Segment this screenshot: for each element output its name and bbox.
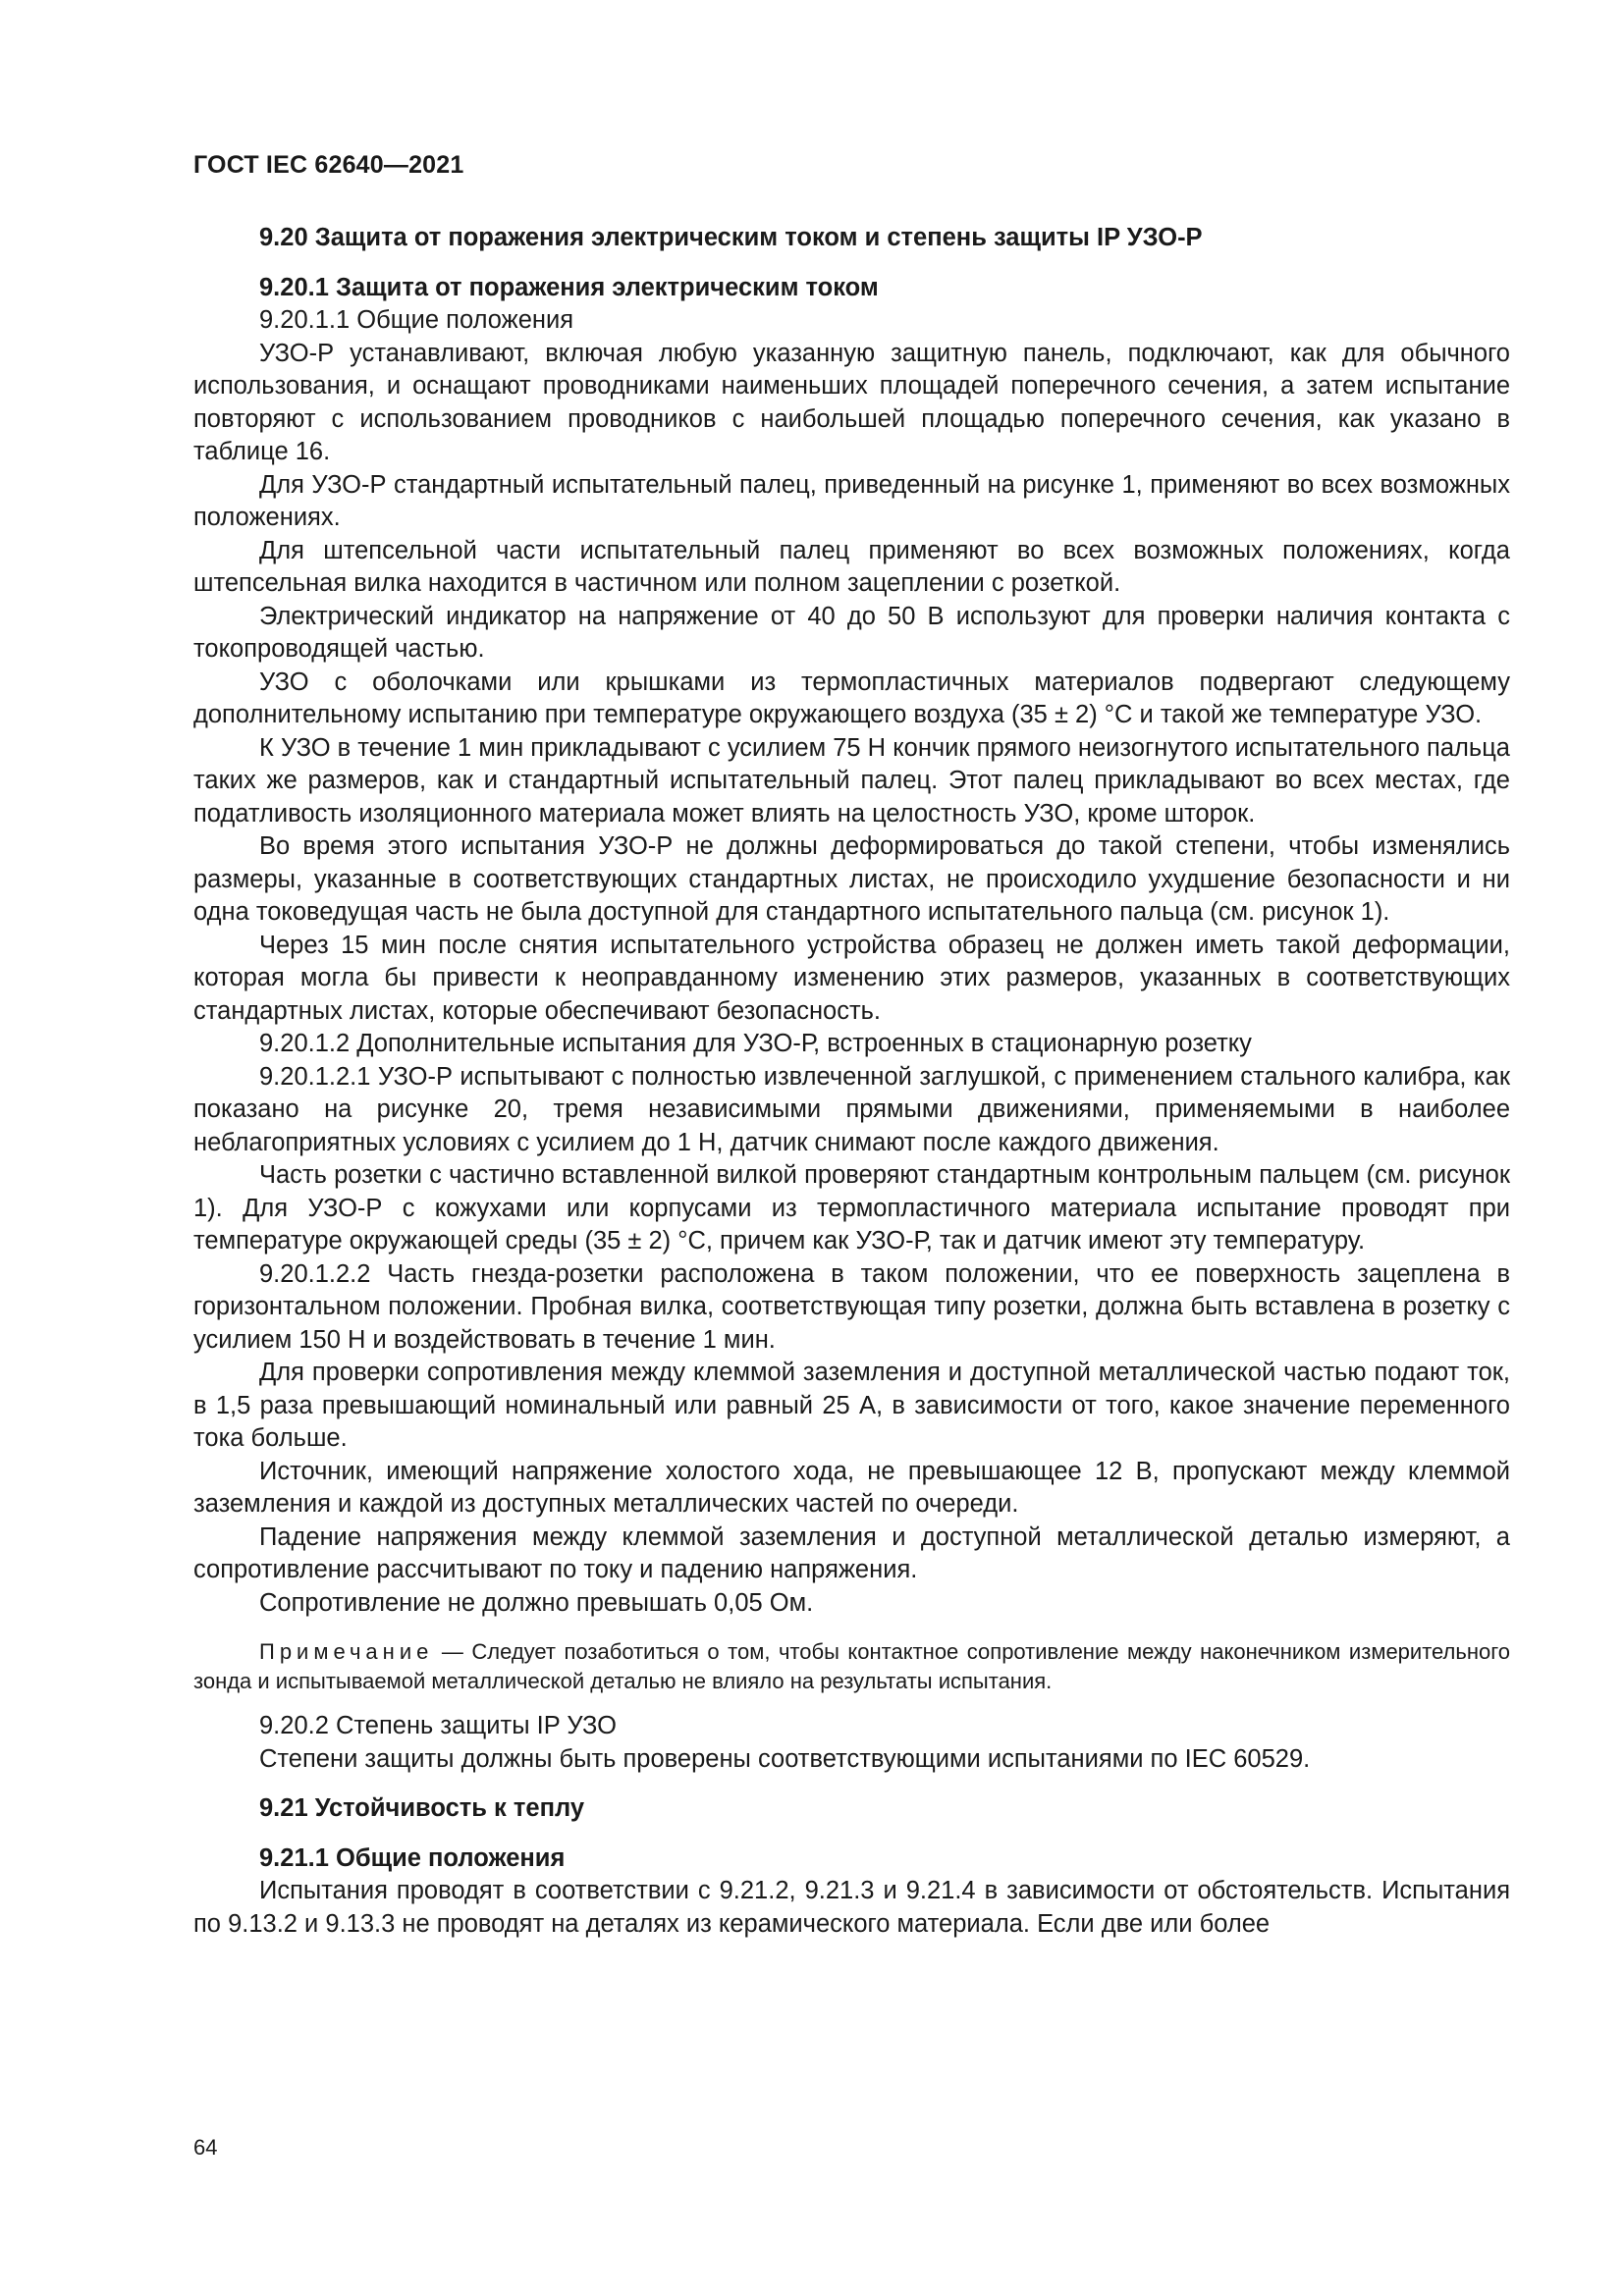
note (193, 1637, 1510, 1696)
clause-9-20-2: 9.20.2 Степень защиты IP УЗО (259, 1712, 617, 1739)
paragraph: Электрический индикатор на напряжение от 40 до 50 В используют для проверки наличия контакта с токопроводящей частью. (193, 602, 1510, 663)
paragraph: Сопротивление не должно превышать 0,05 Ом. (259, 1588, 814, 1617)
page-number: 64 (193, 2135, 218, 2160)
clause-9-20-1-2: 9.20.1.2 Дополнительные испытания для УЗО-Р, встроенных в стационарную розетку (259, 1030, 1252, 1057)
note-text: — Следует позаботиться о том, чтобы контактное сопротивление между наконечником измерительного зонда и испытываемой металлической деталью не влияло на результаты испытания. (193, 1639, 1510, 1693)
subsection-heading-9-20-1: 9.20.1 Защита от поражения электрическим током (259, 273, 879, 301)
document-body (193, 222, 1510, 1941)
note-label: Примечание (259, 1639, 434, 1664)
paragraph: Во время этого испытания УЗО-Р не должны деформироваться до такой степени, чтобы изменялись размеры, указанные в соответствующих стандартных листах, не происходило ухудшение безопасности и ни одна токоведущая часть не была доступной для стандартного испытательного пальца (см. рисунок 1). (193, 832, 1510, 926)
paragraph: К УЗО в течение 1 мин прикладывают с усилием 75 Н кончик прямого неизогнутого испытательного пальца таких же размеров, как и стандартный испытательный палец. Этот палец прикладывают во всех местах, где податливость изоляционного материала может влиять на целостность УЗО, кроме шторок. (193, 733, 1510, 828)
paragraph: 9.20.1.2.2 Часть гнезда-розетки расположена в таком положении, что ее поверхность зацеплена в горизонтальном положении. Пробная вилка, соответствующая типу розетки, должна быть вставлена в розетку с усилием 150 Н и воздействовать в течение 1 мин. (193, 1259, 1510, 1354)
subsection-heading-9-21-1: 9.21.1 Общие положения (259, 1843, 566, 1872)
clause-9-20-1-1: 9.20.1.1 Общие положения (259, 306, 574, 334)
paragraph: Испытания проводят в соответствии с 9.21.2, 9.21.3 и 9.21.4 в зависимости от обстоятельств. Испытания по 9.13.2 и 9.13.3 не проводят на деталях из керамического материала. Если две или более (193, 1877, 1510, 1938)
paragraph: Падение напряжения между клеммой заземления и доступной металлической деталью измеряют, а сопротивление рассчитывают по току и падению напряжения. (193, 1522, 1510, 1583)
paragraph: Для штепсельной части испытательный палец применяют во всех возможных положениях, когда штепсельная вилка находится в частичном или полном зацеплении с розеткой. (193, 536, 1510, 597)
paragraph: Через 15 мин после снятия испытательного устройства образец не должен иметь такой деформации, которая могла бы привести к неоправданному изменению этих размеров, указанных в соответствующих стандартных листах, которые обеспечивают безопасность. (193, 931, 1510, 1025)
paragraph: Для проверки сопротивления между клеммой заземления и доступной металлической частью подают ток, в 1,5 раза превышающий номинальный или равный 25 А, в зависимости от того, какое значение переменного тока больше. (193, 1359, 1510, 1452)
paragraph: 9.20.1.2.1 УЗО-Р испытывают с полностью извлеченной заглушкой, с применением стального калибра, как показано на рисунке 20, тремя независимыми прямыми движениями, применяемыми в наиболее неблагоприятных условиях с усилием до 1 Н, датчик снимают после каждого движения. (193, 1062, 1510, 1156)
paragraph: Источник, имеющий напряжение холостого хода, не превышающее 12 В, пропускают между клеммой заземления и каждой из доступных металлических частей по очереди. (193, 1457, 1510, 1518)
paragraph: Степени защиты должны быть проверены соответствующими испытаниями по IEC 60529. (259, 1744, 1311, 1773)
document-header: ГОСТ IEC 62640—2021 (193, 151, 464, 179)
paragraph: Для УЗО-Р стандартный испытательный палец, приведенный на рисунке 1, применяют во всех возможных положениях. (193, 470, 1510, 531)
paragraph: Часть розетки с частично вставленной вилкой проверяют стандартным контрольным пальцем (см. рисунок 1). Для УЗО-Р с кожухами или корпусами из термопластичного материала испытание проводят при температуре окружающей среды (35 ± 2) °С, причем как УЗО-Р, так и датчик имеют эту температуру. (193, 1161, 1510, 1255)
paragraph: УЗО с оболочками или крышками из термопластичных материалов подвергают следующему дополнительному испытанию при температуре окружающего воздуха (35 ± 2) °С и такой же температуре УЗО. (193, 667, 1510, 728)
paragraph: УЗО-Р устанавливают, включая любую указанную защитную панель, подключают, как для обычного использования, и оснащают проводниками наименьших площадей поперечного сечения, а затем испытание повторяют с использованием проводников с наибольшей площадью поперечного сечения, как указано в таблице 16. (193, 339, 1510, 465)
section-heading-9-21: 9.21 Устойчивость к теплу (259, 1794, 585, 1822)
section-heading-9-20: 9.20 Защита от поражения электрическим током и степень защиты IP УЗО-Р (259, 224, 1203, 251)
